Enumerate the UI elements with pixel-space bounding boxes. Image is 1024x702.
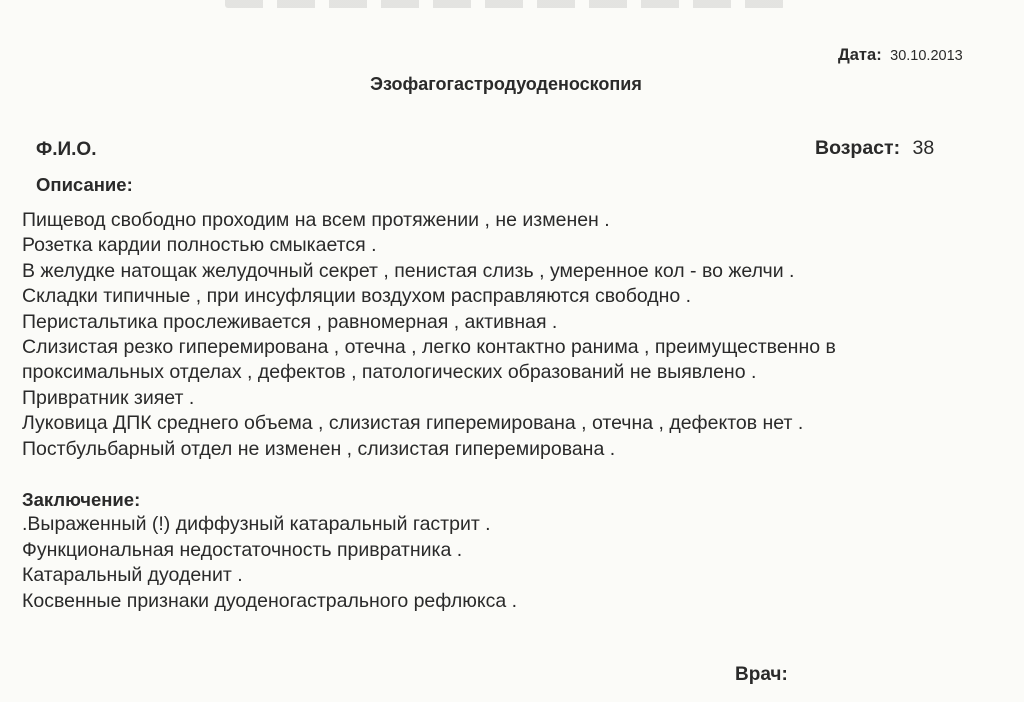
description-line: Перистальтика прослеживается , равномерная , активная . — [22, 310, 558, 333]
description-line: В желудке натощак желудочный секрет , пенистая слизь , умеренное кол - во желчи . — [22, 259, 795, 282]
conclusion-line: .Выраженный (!) диффузный катаральный гастрит . — [22, 513, 491, 535]
description-heading: Описание: — [36, 174, 133, 195]
description-text — [22, 208, 836, 462]
age-field — [815, 137, 934, 160]
conclusion-line: Косвенные признаки дуоденогастрального рефлюкса . — [22, 589, 518, 612]
description-line: проксимальных отделах , дефектов , патологических образований не выявлено . — [22, 361, 757, 384]
age-value: 38 — [912, 137, 935, 159]
description-line: Слизистая резко гиперемирована , отечна , легко контактно ранима , преимущественно в — [22, 336, 836, 359]
conclusion-text — [22, 512, 517, 614]
description-line: Привратник зияет . — [22, 386, 195, 409]
patient-name-label: Ф.И.О. — [36, 139, 97, 160]
conclusion-line: Функциональная недостаточность привратника . — [22, 538, 463, 561]
doctor-label: Врач: — [735, 664, 788, 685]
date-label: Дата: — [838, 46, 882, 64]
description-line: Складки типичные , при инсуфляции воздухом расправляются свободно . — [22, 285, 692, 308]
report-title: Эзофагогастродуоденоскопия — [370, 74, 642, 94]
conclusion-heading: Заключение: — [22, 489, 141, 510]
age-label: Возраст: — [815, 137, 901, 159]
description-line: Розетка кардии полностью смыкается . — [22, 234, 377, 257]
description-line: Постбульбарный отдел не изменен , слизистая гиперемирована . — [22, 437, 616, 460]
date-value: 30.10.2013 — [890, 48, 963, 64]
description-line: Луковица ДПК среднего объема , слизистая гиперемирована , отечна , дефектов нет . — [22, 412, 804, 435]
faded-header-mark — [225, 0, 785, 8]
description-line: Пищевод свободно проходим на всем протяжении , не изменен . — [22, 209, 610, 231]
date-field — [838, 46, 963, 65]
conclusion-line: Катаральный дуоденит . — [22, 564, 243, 587]
